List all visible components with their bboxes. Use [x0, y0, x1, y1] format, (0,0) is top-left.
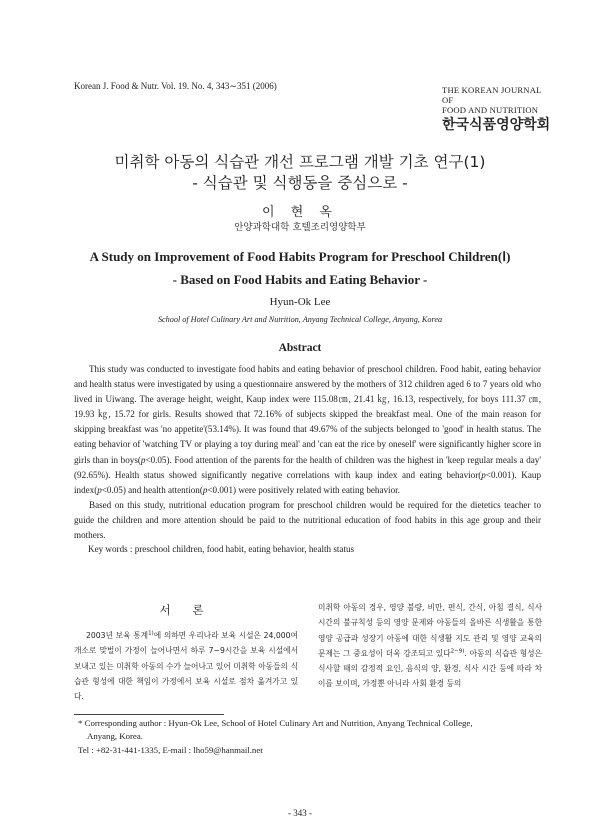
- journal-citation: Korean J. Food & Nutr. Vol. 19. No. 4, 343∼351 (2006): [74, 81, 277, 91]
- intro-paragraph-continued: 미취학 아동의 경우, 영양 불량, 비만, 편식, 간식, 아침 결식, 식사 시간의 불규칙성 등의 영양 문제와 아동들의 올바른 식생활을 통한 영양 공급과 성장기 아동에 대한 식생활 지도 관리 및 영양 교육의 문제는 그 중요성이 더욱 강조되고 있다$^{2\sim 9)}$. 아동의 식습관 형성은 식사할 때의 감정적 요인, 음식의 양, 환경, 식사 시간 등에 따라 차이를 보이며, 가정뿐 아니라 사회 환경 등의: [318, 603, 542, 689]
- abstract-heading: Abstract: [278, 342, 322, 354]
- body-left-column: [74, 628, 298, 704]
- journal-name-line1: THE KOREAN JOURNAL OF: [442, 85, 542, 105]
- english-title: A Study on Improvement of Food Habits Program for Preschool Children(Ⅰ): [89, 249, 511, 264]
- intro-paragraph: 2003년 보육 통계$^{1)}$에 의하면 우리나라 보육 시설은 24,000여 개소로 맞벌이 가정이 늘어나면서 하루 7∼9시간을 보육 시설에서 보내고 있는 미취학 아동의 수가 늘어나고 있어 미취학 아동들의 식습관 형성에 대한 책임이 가정에서 보육 시설로 점차 옮겨가고 있다.: [74, 630, 298, 702]
- section-heading-introduction: 서 론: [159, 603, 213, 617]
- journal-name-korean: 한국식품영양학회: [442, 117, 551, 133]
- journal-name-line2: FOOD AND NUTRITION: [442, 105, 539, 115]
- english-affiliation: School of Hotel Culinary Art and Nutrition, Anyang Technical College, Anyang, Korea: [157, 315, 443, 324]
- footnote-line: Anyang, Korea.: [87, 731, 143, 742]
- english-subtitle: - Based on Food Habits and Eating Behavior -: [172, 272, 428, 287]
- abstract-paragraph-1: This study was conducted to investigate food habits and eating behavior of preschool children. Food habit, eating behavior and health status were investigated by using a questionnaire answered by the mothers of 312 children aged 6 to 7 years old who lived in Uiwang. The average height, weight, Kaup index were 115.08㎝, 21.41 ㎏, 16.13, respectively, for boys 111.37 ㎝, 19.93 ㎏, 15.72 for girls. Results showed that 72.16% of subjects skipped the breakfast meal. One of the main reason for skipping breakfast was 'no appetite'(53.14%). It was found that 49.67% of the subjects belonged to 'good' in health status. The eating behavior of 'watching TV or playing a toy during meal' and 'can eat the rice by oneself' were significantly higher score in girls than in boys(p<0.05). Food attention of the parents for the health of children was the highest in 'keep regular meals a day' (92.65%). Health status showed significantly negative correlations with kaup index and eating behavior(p<0.001). Kaup index(p<0.05) and health attention(p<0.001) were positively related with eating behavior.: [74, 364, 541, 495]
- abstract-body: [74, 362, 541, 543]
- footnote-line: * Corresponding author : Hyun-Ok Lee, School of Hotel Culinary Art and Nutrition, Anyang Technical College,: [78, 718, 473, 728]
- footnote-divider: [74, 714, 224, 715]
- korean-title: 미취학 아동의 식습관 개선 프로그램 개발 기초 연구(1): [114, 153, 486, 171]
- english-author: Hyun-Ok Lee: [269, 296, 331, 308]
- abstract-paragraph-2: Based on this study, nutritional education program for preschool children would be required for the dietetics teacher to guide the children and more attention should be paid to the nutritional education of food habits in this age group and their mothers.: [74, 499, 541, 541]
- korean-affiliation: 안양과학대학 호텔조리영양학부: [234, 222, 366, 233]
- corresponding-author-footnote: [78, 717, 548, 757]
- page-number: - 343 -: [288, 808, 312, 818]
- korean-subtitle: - 식습관 및 식행동을 중심으로 -: [192, 174, 408, 192]
- body-right-column: [318, 600, 542, 692]
- journal-masthead: [442, 85, 552, 134]
- keywords: Key words : preschool children, food habit, eating behavior, health status: [88, 544, 355, 554]
- footnote-contact: Tel : +82-31-441-1335, E-mail : lho59@hanmail.net: [78, 744, 263, 755]
- korean-author: 이 현 옥: [262, 205, 338, 220]
